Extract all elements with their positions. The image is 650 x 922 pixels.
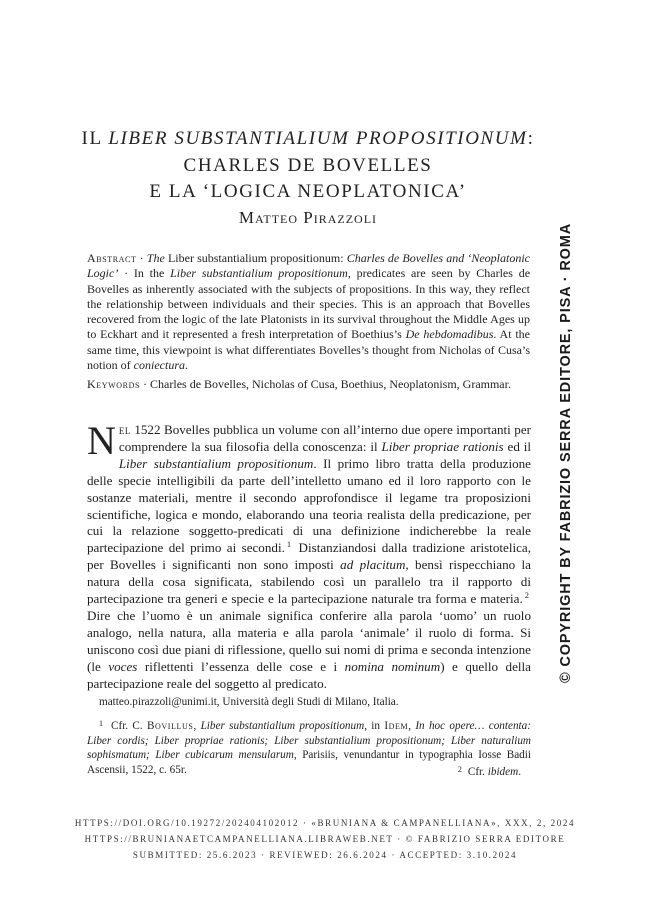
article-title	[60, 126, 556, 206]
copyright-notice: © COPYRIGHT BY FABRIZIO SERRA EDITORE, PISA · ROMA	[558, 222, 574, 683]
drop-cap: N	[87, 418, 116, 463]
keywords: Keywords · Charles de Bovelles, Nicholas of Cusa, Boethius, Neoplatonism, Grammar.	[87, 377, 511, 392]
footnote-2: $^2$ Cfr. ibidem.	[457, 764, 521, 778]
footnote-ref-2[interactable]: 2	[524, 590, 529, 601]
author-affiliation: matteo.pirazzoli@unimi.it, Università degli Studi di Milano, Italia.	[99, 696, 399, 708]
abstract-text: Abstract · The Liber substantialium propositionum: Charles de Bovelles and ‘Neoplatonic Logic’ · In the Liber substantialium propositionum, predicates are seen by Charles de Bovelles as inherently associated with the subjects of propositions. In this way, they reflect the relationship between individuals and their species. This is an approach that Bovelles recovered from the logic of the late Platonists in its survival throughout the Middle Ages up to Eckhart and it represented a fresh interpretation of Boethius’s De hebdomadibus. At the same time, this viewpoint is what differentiates Bovelles’s thought from Nicholas of Cusa’s notion of coniectura.	[87, 251, 531, 373]
body-paragraph: Nel 1522 Bovelles pubblica un volume con all’interno due opere importanti per comprendere la sua filosofia della conoscenza: il Liber propriae rationis ed il Liber substantialium propositionum. Il primo libro tratta della produzione delle specie intelligibili da parte dell’intelletto umano ed il loro rapporto con le sostanze materiali, mentre il secondo approfondisce il legame tra proposizioni scientifiche, logica e mondo, elaborando una teoria realista della predicazione, per cui la relazione soggetto-predicati di una definizione indicherebbe la reale partecipazione del primo ai secondi. $^1$ Distanziandosi dalla tradizione aristotelica, per Bovelles i significanti non sono imposti ad placitum, bensì rispecchiano la natura della cosa significata, stabilendo così un parallelo tra il rapporto di partecipazione tra generi e specie e la partecipazione naturale tra forma e materia. $^2$ Dire che l’uomo è un animale significa conferire alla parola ‘uomo’ un ruolo analogo, nella natura, alla materia e alla parola ‘animale’ il ruolo di forma. Si uniscono così due piani di riflessione, quello sui nomi di prima e seconda intenzione (le voces riflettenti l’essenza delle cose e i nomina nominum) e quello della partecipazione reale del soggetto al predicato.	[87, 418, 532, 691]
doi-line[interactable]: HTTPS://DOI.ORG/10.19272/202404102012 · «BRUNIANA & CAMPANELLIANA», XXX, 2, 2024	[74, 818, 576, 828]
abstract-block	[87, 251, 530, 393]
title-line-2: CHARLES DE BOVELLES	[183, 154, 433, 176]
title-line-1: IL LIBER SUBSTANTIALIUM PROPOSITIONUM:	[81, 128, 535, 149]
footnotes	[87, 695, 531, 779]
footnote-1: $^1$ Cfr. C. Bovillus, Liber substantialium propositionum, in Idem, In hoc opere… contenta: Liber cordis; Liber propriae rationis; Liber substantialium propositionum; Liber naturalium sophismatum; Liber cubicarum mensularum, Parisiis, venundantur in typographia Iosse Badii Ascensii, 1522, c. 65r. $^2$ Cfr. ibidem.	[87, 719, 531, 778]
title-line-3: E LA ‘LOGICA NEOPLATONICA’	[149, 181, 467, 202]
submission-dates: SUBMITTED: 25.6.2023 · REVIEWED: 26.6.2024 · ACCEPTED: 3.10.2024	[132, 850, 518, 860]
journal-url-line[interactable]: HTTPS://BRUNIANAETCAMPANELLIANA.LIBRAWEB.NET · © FABRIZIO SERRA EDITORE	[84, 834, 566, 844]
author-name: Matteo Pirazzoli	[238, 208, 378, 227]
footnote-ref-1[interactable]: 1	[286, 539, 292, 550]
